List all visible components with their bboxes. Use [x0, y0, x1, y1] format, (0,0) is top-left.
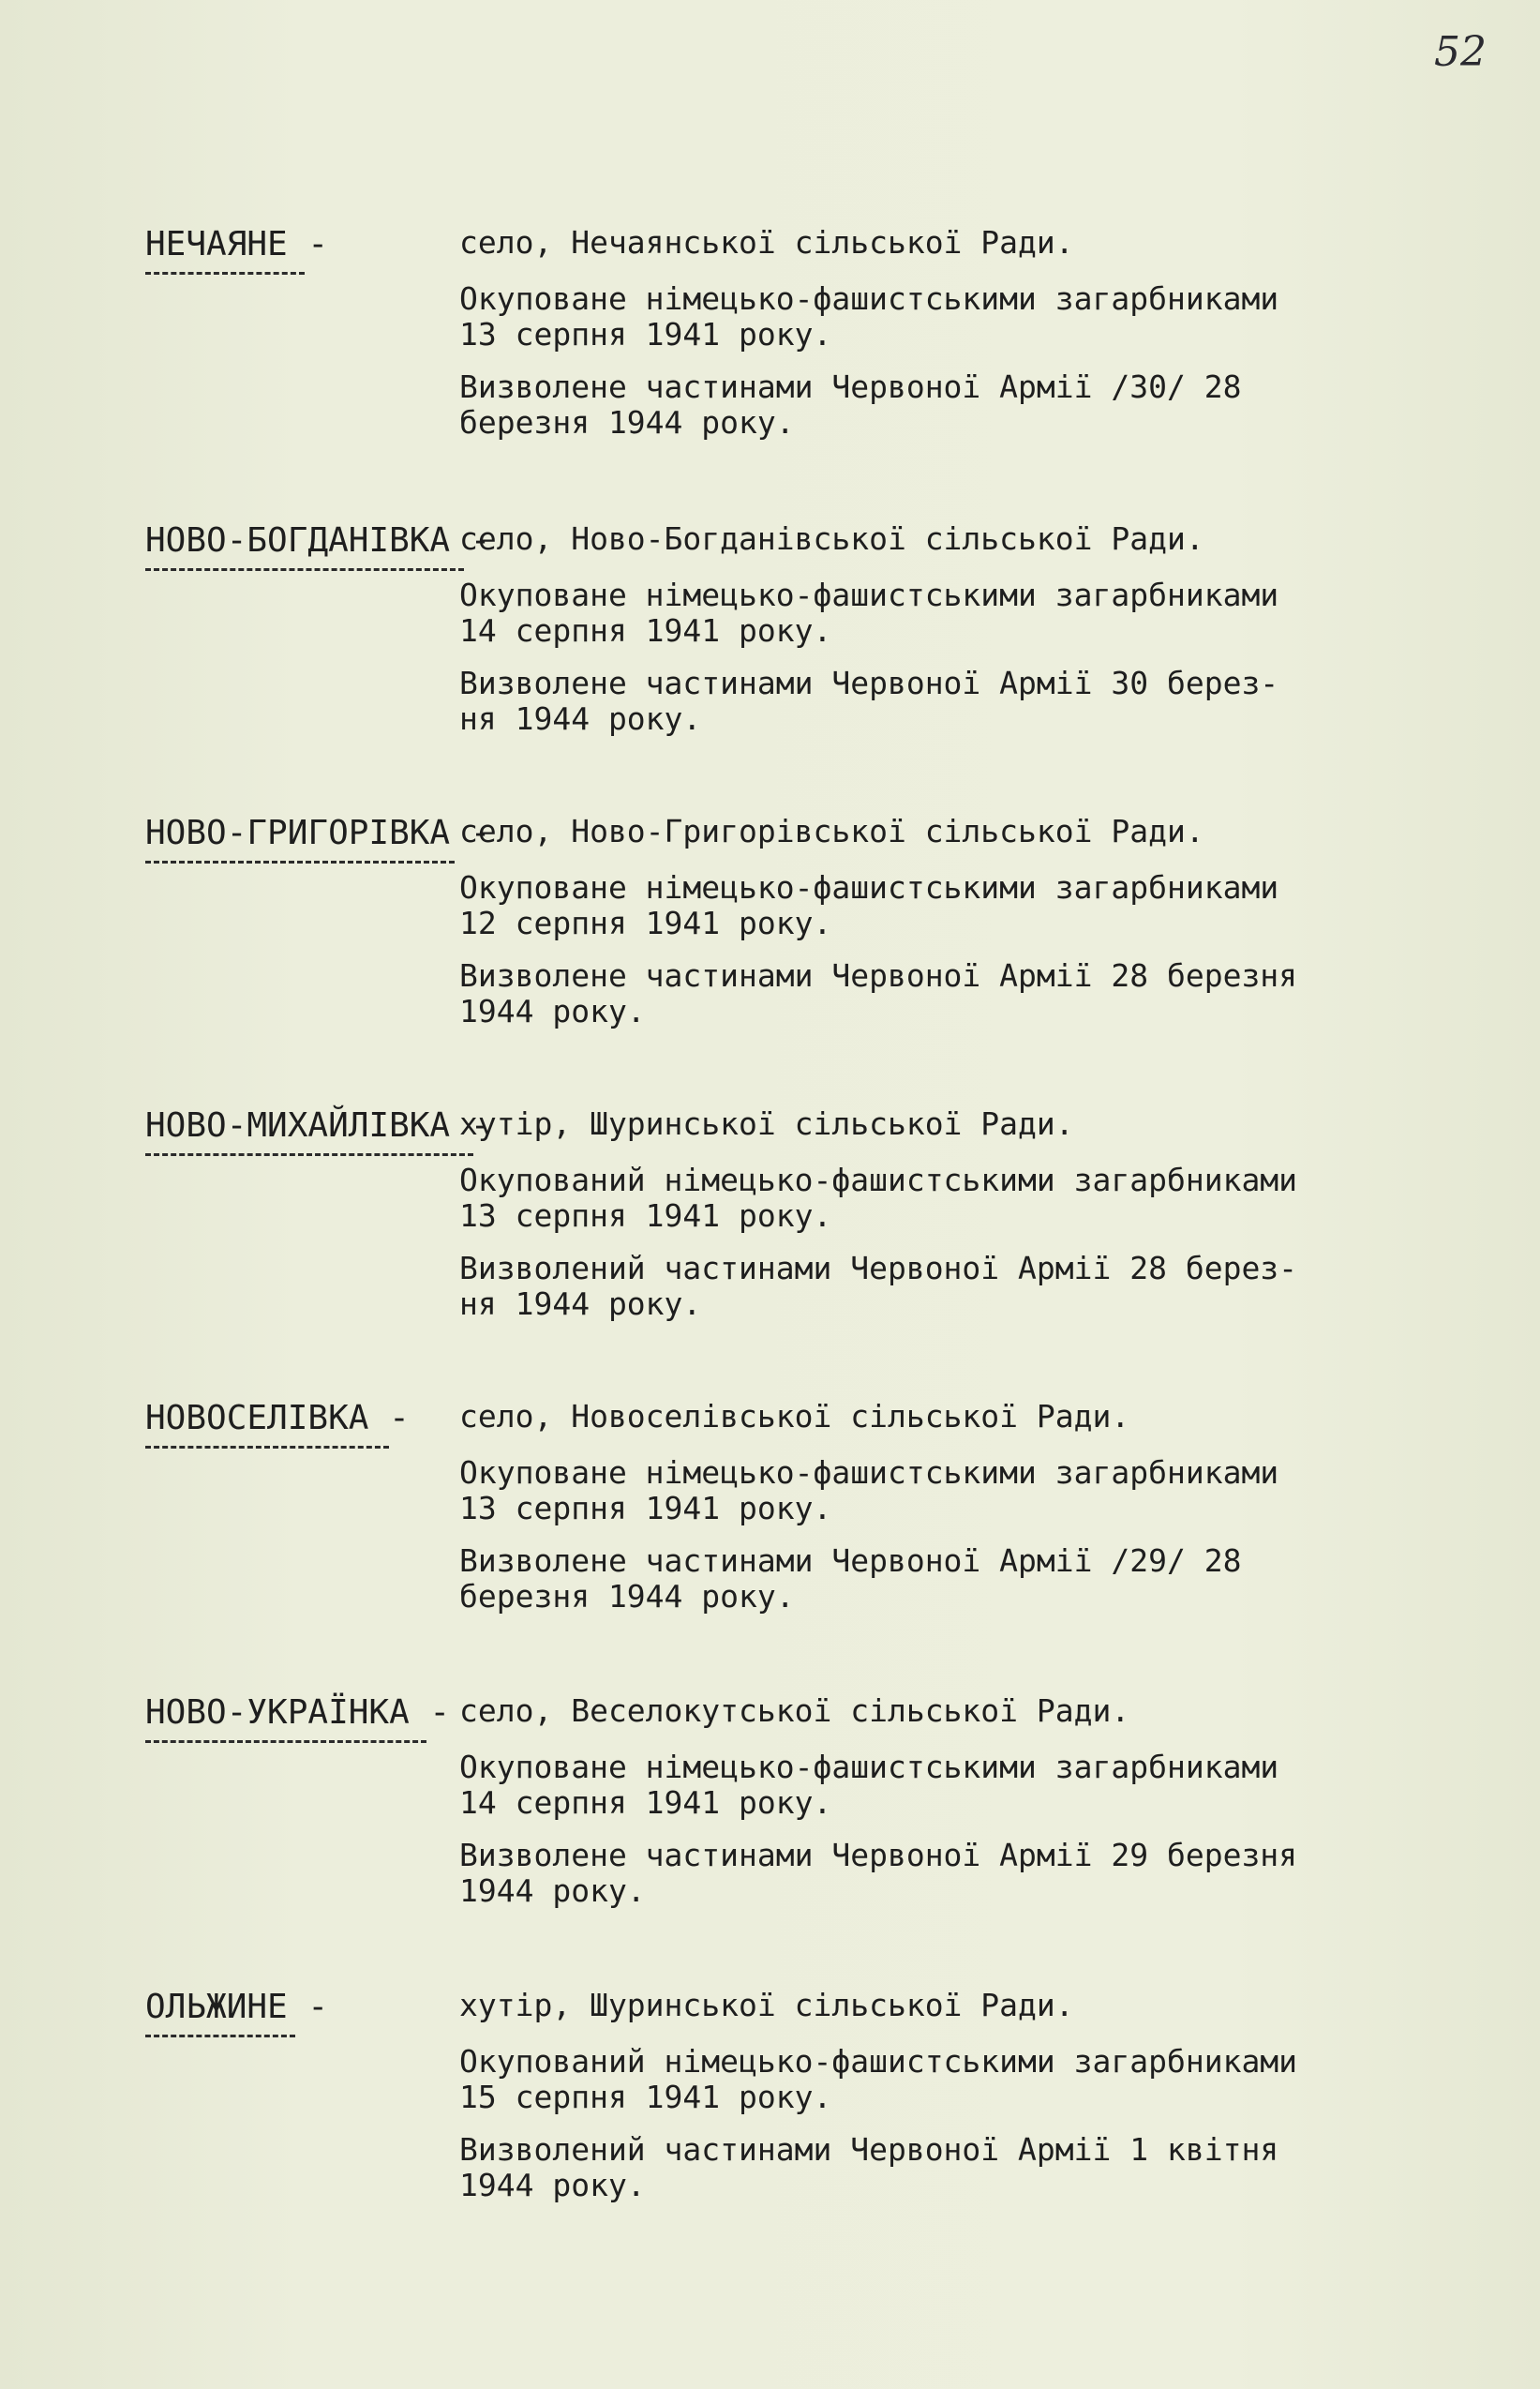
occupation-line: Окуповане німецько-фашистськими загарбниками: [459, 1749, 1279, 1785]
settlement-name: ОЛЬЖИНЕ -: [145, 1988, 329, 2026]
settlement-name: НОВО-МИХАЙЛІВКА -: [145, 1106, 491, 1145]
occupation-line: Окуповане німецько-фашистськими загарбниками: [459, 1454, 1279, 1491]
settlement-type: хутір, Шуринської сільської Ради.: [459, 1987, 1074, 2023]
settlement-name: НЕЧАЯНЕ -: [145, 225, 329, 263]
settlement-name: НОВО-БОГДАНІВКА -: [145, 521, 491, 560]
name-underline: [145, 272, 305, 275]
settlement-description: [459, 1106, 1297, 1339]
liberation-paragraph: [459, 369, 1278, 441]
settlement-description: [459, 814, 1297, 1046]
occupation-paragraph: [459, 578, 1278, 649]
name-underline: [145, 1740, 426, 1743]
settlement-type: хутір, Шуринської сільської Ради.: [459, 1105, 1074, 1142]
name-underline: [145, 1153, 473, 1156]
settlement-description: [459, 1988, 1297, 2220]
settlement-description: [459, 1399, 1278, 1631]
liberation-date: ня 1944 року.: [459, 1285, 702, 1322]
liberation-paragraph: [459, 1543, 1278, 1615]
settlement-name: НОВОСЕЛІВКА -: [145, 1399, 410, 1437]
liberation-line: Визволене частинами Червоної Армії 28 березня: [459, 957, 1298, 994]
occupation-line: Окуповане німецько-фашистськими загарбниками: [459, 869, 1279, 906]
liberation-paragraph: [459, 1251, 1297, 1322]
settlement-type: село, Веселокутської сільської Ради.: [459, 1692, 1130, 1729]
settlement-name: НОВО-ГРИГОРІВКА -: [145, 814, 491, 852]
occupation-line: Окупований німецько-фашистськими загарбниками: [459, 2043, 1298, 2080]
name-underline: [145, 1446, 389, 1449]
liberation-date: ня 1944 року.: [459, 700, 702, 737]
liberation-line: Визволене частинами Червоної Армії /30/ 28: [459, 368, 1242, 405]
occupation-date: 13 серпня 1941 року.: [459, 1197, 832, 1234]
occupation-date: 14 серпня 1941 року.: [459, 612, 832, 649]
page-number: 52: [1434, 28, 1487, 76]
settlement-description: [459, 225, 1278, 458]
settlement-type: село, Ново-Григорівської сільської Ради.: [459, 813, 1204, 849]
liberation-line: Визволений частинами Червоної Армії 28 берез-: [459, 1250, 1298, 1286]
name-underline: [145, 568, 464, 571]
occupation-paragraph: [459, 2044, 1297, 2115]
occupation-paragraph: [459, 1750, 1297, 1821]
name-underline: [145, 2035, 295, 2037]
liberation-date: 1944 року.: [459, 993, 646, 1029]
occupation-paragraph: [459, 870, 1297, 941]
occupation-date: 12 серпня 1941 року.: [459, 905, 832, 941]
liberation-paragraph: [459, 958, 1297, 1029]
liberation-paragraph: [459, 666, 1278, 737]
settlement-description: [459, 1693, 1297, 1926]
name-underline: [145, 861, 455, 864]
occupation-date: 15 серпня 1941 року.: [459, 2079, 832, 2115]
occupation-date: 13 серпня 1941 року.: [459, 316, 832, 353]
liberation-line: Визволений частинами Червоної Армії 1 квітня: [459, 2131, 1279, 2168]
liberation-date: 1944 року.: [459, 2167, 646, 2203]
liberation-line: Визволене частинами Червоної Армії 29 березня: [459, 1837, 1298, 1873]
liberation-date: березня 1944 року.: [459, 1578, 795, 1615]
liberation-date: 1944 року.: [459, 1872, 646, 1909]
liberation-line: Визволене частинами Червоної Армії 30 берез-: [459, 665, 1279, 701]
occupation-line: Окупований німецько-фашистськими загарбниками: [459, 1162, 1298, 1198]
settlement-name: НОВО-УКРАЇНКА -: [145, 1693, 451, 1732]
occupation-paragraph: [459, 1163, 1297, 1234]
occupation-date: 13 серпня 1941 року.: [459, 1490, 832, 1526]
settlement-description: [459, 521, 1278, 754]
occupation-paragraph: [459, 281, 1278, 353]
liberation-date: березня 1944 року.: [459, 404, 795, 441]
occupation-line: Окуповане німецько-фашистськими загарбниками: [459, 577, 1279, 613]
occupation-paragraph: [459, 1455, 1278, 1526]
occupation-date: 14 серпня 1941 року.: [459, 1784, 832, 1821]
liberation-line: Визволене частинами Червоної Армії /29/ 28: [459, 1542, 1242, 1579]
settlement-type: село, Нечаянської сільської Ради.: [459, 224, 1074, 261]
settlement-type: село, Ново-Богданівської сільської Ради.: [459, 520, 1204, 557]
settlement-type: село, Новоселівської сільської Ради.: [459, 1398, 1130, 1435]
liberation-paragraph: [459, 2132, 1297, 2203]
occupation-line: Окуповане німецько-фашистськими загарбниками: [459, 280, 1279, 317]
liberation-paragraph: [459, 1838, 1297, 1909]
